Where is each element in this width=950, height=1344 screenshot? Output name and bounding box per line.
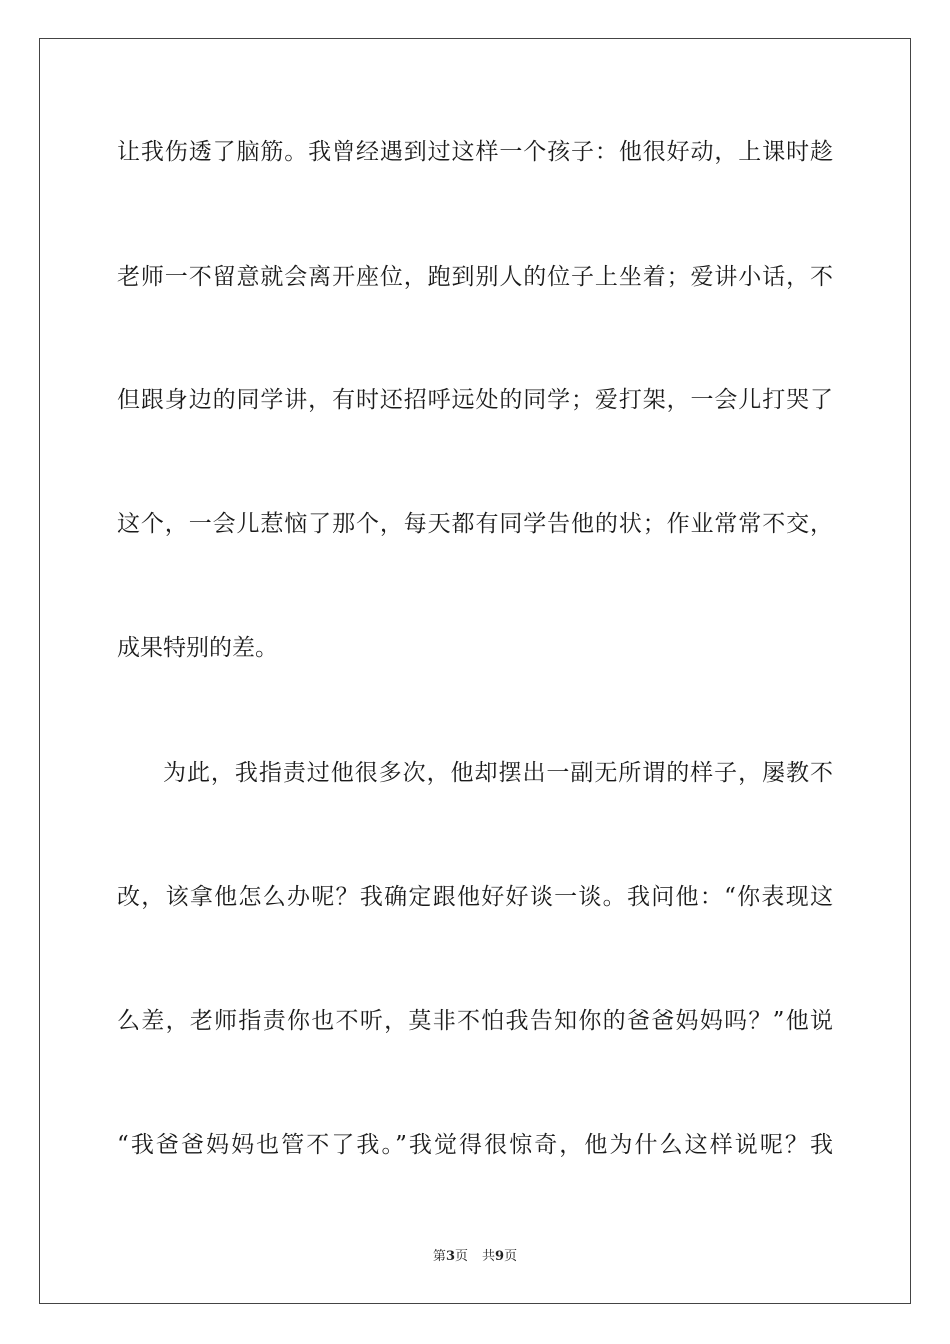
total-prefix: 共 bbox=[482, 1249, 496, 1264]
text-line-7: 改，该拿他怎么办呢？我确定跟他好好谈一谈。我问他：“你表现这 bbox=[117, 884, 833, 910]
text-line-3: 但跟身边的同学讲，有时还招呼远处的同学；爱打架，一会儿打哭了 bbox=[117, 387, 833, 413]
page-prefix: 第 bbox=[432, 1249, 446, 1264]
text-line-5: 成果特别的差。 bbox=[117, 635, 278, 661]
page-suffix: 页 bbox=[454, 1249, 468, 1264]
page-footer bbox=[0, 1248, 950, 1266]
total-suffix: 页 bbox=[504, 1249, 518, 1264]
text-line-1: 让我伤透了脑筋。我曾经遇到过这样一个孩子：他很好动，上课时趁 bbox=[117, 139, 833, 165]
text-line-9: “我爸爸妈妈也管不了我。”我觉得很惊奇，他为什么这样说呢？我 bbox=[117, 1132, 833, 1158]
text-line-4: 这个，一会儿惹恼了那个，每天都有同学告他的状；作业常常不交， bbox=[117, 511, 833, 537]
text-line-6-indented: 为此，我指责过他很多次，他却摆出一副无所谓的样子，屡教不 bbox=[163, 760, 833, 786]
page-total: 9 bbox=[495, 1249, 505, 1264]
text-line-2: 老师一不留意就会离开座位，跑到别人的位子上坐着；爱讲小话，不 bbox=[117, 264, 833, 290]
page-current: 3 bbox=[445, 1249, 455, 1264]
page-border bbox=[39, 38, 911, 1304]
text-line-8: 么差，老师指责你也不听，莫非不怕我告知你的爸爸妈妈吗？”他说 bbox=[117, 1008, 833, 1034]
